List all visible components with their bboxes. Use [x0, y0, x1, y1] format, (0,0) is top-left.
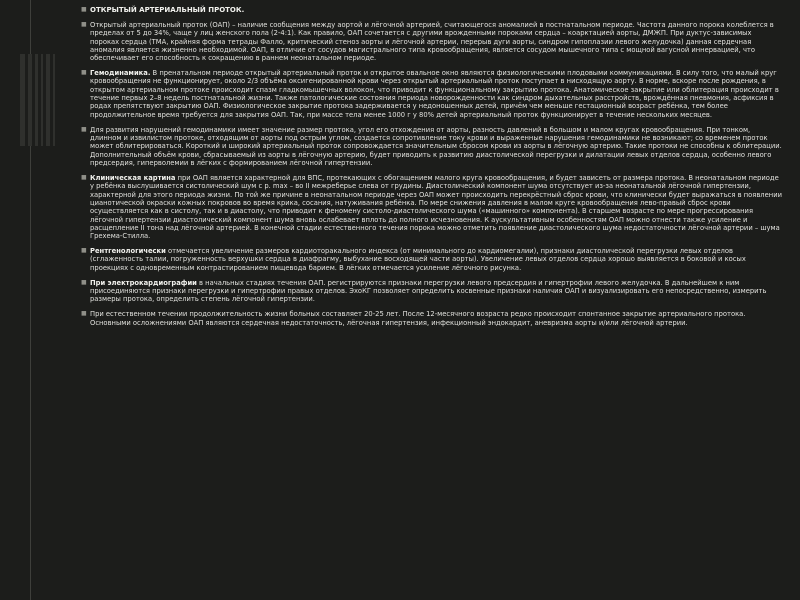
paragraph-lead: При электрокардиографии	[90, 278, 197, 287]
bullet-icon: ■	[81, 247, 87, 255]
slide-body	[81, 6, 782, 594]
bullet-icon: ■	[81, 6, 87, 13]
paragraph-prognosis	[81, 310, 782, 327]
bullet-icon: ■	[81, 125, 87, 133]
paragraph-lead: Клиническая картина	[90, 173, 176, 182]
paragraph-text: Открытый артериальный проток (ОАП) – наличие сообщения между аортой и лёгочной артерией, считающегося аномалией в постнатальном периоде. Частота данного порока колеблется в пределах от 5 до 34%, чаще у лиц женского пола (2-4:1). Как правило, ОАП сочетается с другими врожденными пороками сердца – коарктацией аорты, ДМЖП. При дуктус-зависимых пороках сердца (ТМА, крайняя форма тетрады Фалло, критический стеноз аорты и лёгочной артерии, перерыв дуги аорты, синдром гипоплазии левого желудочка) данная сердечная аномалия является жизненно необходимой. ОАП, в отличие от сосудов магистрального типа кровообращения, является сосудом мышечного типа с мощной вагусной иннервацией, что обеспечивает его способность к сокращению в раннем неонатальном периоде.	[90, 20, 774, 63]
paragraph-hemodynamics	[81, 69, 782, 119]
bullet-icon: ■	[81, 69, 87, 77]
paragraph-text: При естественном течении продолжительность жизни больных составляет 20-25 лет. После 12-месячного возраста редко происходит спонтанное закрытие артериального протока. Основными осложнениями ОАП являются сердечная недостаточность, лёгочная гипертензия, инфекционный эндокардит, аневризма аорты и/или лёгочной артерии.	[90, 310, 746, 327]
paragraph-lead: Рентгенологически	[90, 247, 166, 256]
slide-title: ■ ОТКРЫТЫЙ АРТЕРИАЛЬНЫЙ ПРОТОК.	[81, 6, 245, 14]
paragraph-clinical-picture	[81, 173, 782, 241]
paragraph-lead: Гемодинамика.	[90, 69, 151, 78]
paragraph-text: Для развития нарушений гемодинамики имеет значение размер протока, угол его отхождения от аорты, разность давлений в большом и малом кругах кровообращения. При тонком, длинном и извилистом протоке, отходящим от аорты под острым углом, создается сопротивление току крови и выраженные нарушения гемодинамики не возникают; со временем проток может облитерироваться. Короткий и широкий артериальный проток сопровождается значительным сбросом крови из аорты в лёгочную артерию. Такие протоки не способны к облитерации. Дополнительный объём крови, сбрасываемый из аорты в лёгочную артерию, будет приводить к развитию диастолической перегрузки и дилатации левых отделов сердца, особенно левого предсердия, гиперволемии в лёгких с формированием лёгочной гипертензии.	[90, 125, 782, 167]
bullet-icon: ■	[81, 278, 87, 286]
decorative-stripes	[20, 54, 64, 146]
bullet-icon: ■	[81, 310, 87, 318]
paragraph-ecg	[81, 278, 782, 304]
paragraph-text: В пренатальном периоде открытый артериальный проток и открытое овальное окно являются физиологическими плодовыми коммуникациями. В силу того, что малый круг кровообращения не функционирует, около 2/3 объёма оксигенированной крови через открытый артериальный проток поступает в нисходящую аорту. В норме, вскоре после рождения, в открытом артериальном протоке происходит спазм гладкомышечных волокон, что приводит к функциональному закрытию протока. Анатомическое закрытие или облитерация происходит в течение первых 2–8 недель постнатальной жизни. Также патологические состояния периода новорожденности как синдром дыхательных расстройств, врождённая пневмония, асфиксия в родах препятствуют закрытию ОАП. Физиологическое закрытие протока задерживается у недоношенных детей, причём чем меньше гестационный возраст ребёнка, тем более продолжительное время требуется для закрытия ОАП. Так, при массе тела менее 1000 г у 80% детей артериальный проток функционирует в течение нескольких месяцев.	[90, 69, 779, 119]
paragraph-radiology	[81, 247, 782, 272]
paragraph-hemodynamic-factors	[81, 125, 782, 168]
paragraph-text: при ОАП является характерной для ВПС, протекающих с обогащением малого круга кровообращения, и будет зависеть от размера протока. В неонатальном периоде у ребёнка выслушивается систолический шум с р. max – во II межреберье слева от грудины. Диастолический компонент шума отсутствует из-за неонатальной лёгочной гипертензии, характерной для этого периода жизни. По той же причине в неонатальном периоде через ОАП может происходить перекрёстный сброс крови, что клинически будет выражаться в появлении цианотической окраски кожных покровов во время крика, сосания, натуживания ребёнка. По мере снижения давления в малом круге кровообращения лево-правый сброс крови осуществляется как в систолу, так и в диастолу, что приводит к феномену систоло-диастолического шума («машинного» компонента). В старшем возрасте по мере прогрессирования лёгочной гипертензии диастолический компонент шума вновь ослабевает вплоть до полного исчезновения. К аускультативным особенностям ОАП можно отнести также усиление и расщепление II тона над лёгочной артерией. В конечной стадии естественного течения порока можно отметить появление диастолического шума недостаточности лёгочной артерии – шума Грехема-Стилла.	[90, 173, 782, 241]
paragraph-definition	[81, 20, 782, 63]
paragraph-text: в начальных стадиях течения ОАП. регистрируются признаки перегрузки левого предсердия и гипертрофии левого желудочка. В дальнейшем к ним присоединяются признаки перегрузки и гипертрофии правых отделов. ЭхоКГ позволяет определить косвенные признаки наличия ОАП и визуализировать его непосредственно, измерить размеры протока, определить степень лёгочной гипертензии.	[90, 278, 767, 304]
bullet-icon: ■	[81, 173, 87, 181]
paragraph-text: отмечается увеличение размеров кардиоторакального индекса (от минимального до кардиомегалии), признаки диастолической перегрузки левых отделов (сглаженность талии, погруженность верхушки сердца в диафрагму, выбухание восходящей части аорты). Увеличение левых отделов сердца хорошо выявляется в боковой и косых проекциях с одновременным контрастированием пищевода барием. В лёгких отмечается усиление лёгочного рисунка.	[90, 247, 746, 272]
bullet-icon: ■	[81, 20, 87, 28]
